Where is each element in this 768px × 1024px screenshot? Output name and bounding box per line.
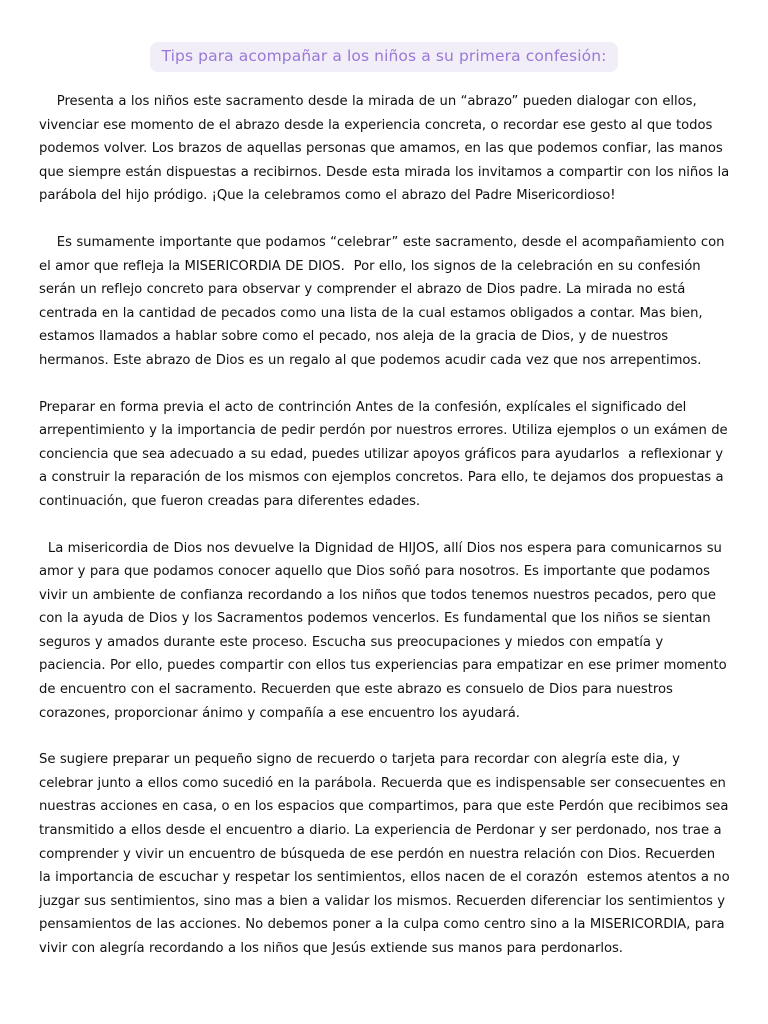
paragraph-celebrar: Es sumamente importante que podamos “celebrar” este sacramento, desde el acompañamiento con el amor que refleja la MISERICORDIA DE DIOS. Por ello, los signos de la celebración en su confesión serán un reflejo concreto para observar y comprender el abrazo de Dios padre. La mirada no está centrada en la cantidad de pecados como una lista de la cual estamos obligados a contar. Mas bien, estamos llamados a hablar sobre como el pecado, nos aleja de la gracia de Dios, y de nuestros hermanos. Este abrazo de Dios es un regalo al que podemos acudir cada vez que nos arrepentimos.	[39, 234, 729, 368]
paragraph-recuerdo: Se sugiere preparar un pequeño signo de recuerdo o tarjeta para recordar con alegría este dia, y celebrar junto a ellos como sucedió en la parábola. Recuerda que es indispensable ser consecuentes en nuestras acciones en casa, o en los espacios que compartimos, para que este Perdón que recibimos sea transmitido a ellos desde el encuentro a diario. La experiencia de Perdonar y ser perdonado, nos trae a comprender y vivir un encuentro de búsqueda de ese perdón en nuestra relación con Dios. Recuerden la importancia de escuchar y respetar los sentimientos, ellos nacen de el corazón estemos atentos a no juzgar sus sentimientos, sino mas a bien a validar los mismos. Recuerden diferenciar los sentimientos y pensamientos de las acciones. No debemos poner a la culpa como centro sino a la MISERICORDIA, para vivir con alegría recordando a los niños que Jesús extiende sus manos para perdonarlos.	[39, 752, 735, 956]
paragraph-contricion: Preparar en forma previa el acto de contrinción Antes de la confesión, explícales el significado del arrepentimiento y la importancia de pedir perdón por nuestros errores. Utiliza ejemplos o un exámen de conciencia que sea adecuado a su edad, puedes utilizar apoyos gráficos para ayudarlos a reflexionar y a construir la reparación de los mismos con ejemplos concretos. Para ello, te dejamos dos propuestas a continuación, que fueron creadas para diferentes edades.	[39, 399, 733, 509]
title-container	[0, 42, 768, 72]
paragraph-abrazo: Presenta a los niños este sacramento desde la mirada de un “abrazo” pueden dialogar con ellos, vivenciar ese momento de el abrazo desde la experiencia concreta, o recordar ese gesto al que todos podemos volver. Los brazos de aquellas personas que amamos, en las que podemos confiar, las manos que siempre están dispuestas a recibirnos. Desde esta mirada los invitamos a compartir con los niños la parábola del hijo pródigo. ¡Que la celebramos como el abrazo del Padre Misericordioso!	[39, 94, 734, 204]
document-body	[39, 90, 735, 984]
page-title: Tips para acompañar a los niños a su primera confesión:	[150, 42, 619, 72]
paragraph-misericordia: La misericordia de Dios nos devuelve la Dignidad de HIJOS, allí Dios nos espera para comunicarnos su amor y para que podamos conocer aquello que Dios soñó para nosotros. Es importante que podamos vivir un ambiente de confianza recordando a los niños que todos tenemos nuestros pecados, pero que con la ayuda de Dios y los Sacramentos podemos vencerlos. Es fundamental que los niños se sientan seguros y amados durante este proceso. Escucha sus preocupaciones y miedos con empatía y paciencia. Por ello, puedes compartir con ellos tus experiencias para empatizar en ese primer momento de encuentro con el sacramento. Recuerden que este abrazo es consuelo de Dios para nuestros corazones, proporcionar ánimo y compañía a ese encuentro los ayudará.	[39, 540, 732, 721]
